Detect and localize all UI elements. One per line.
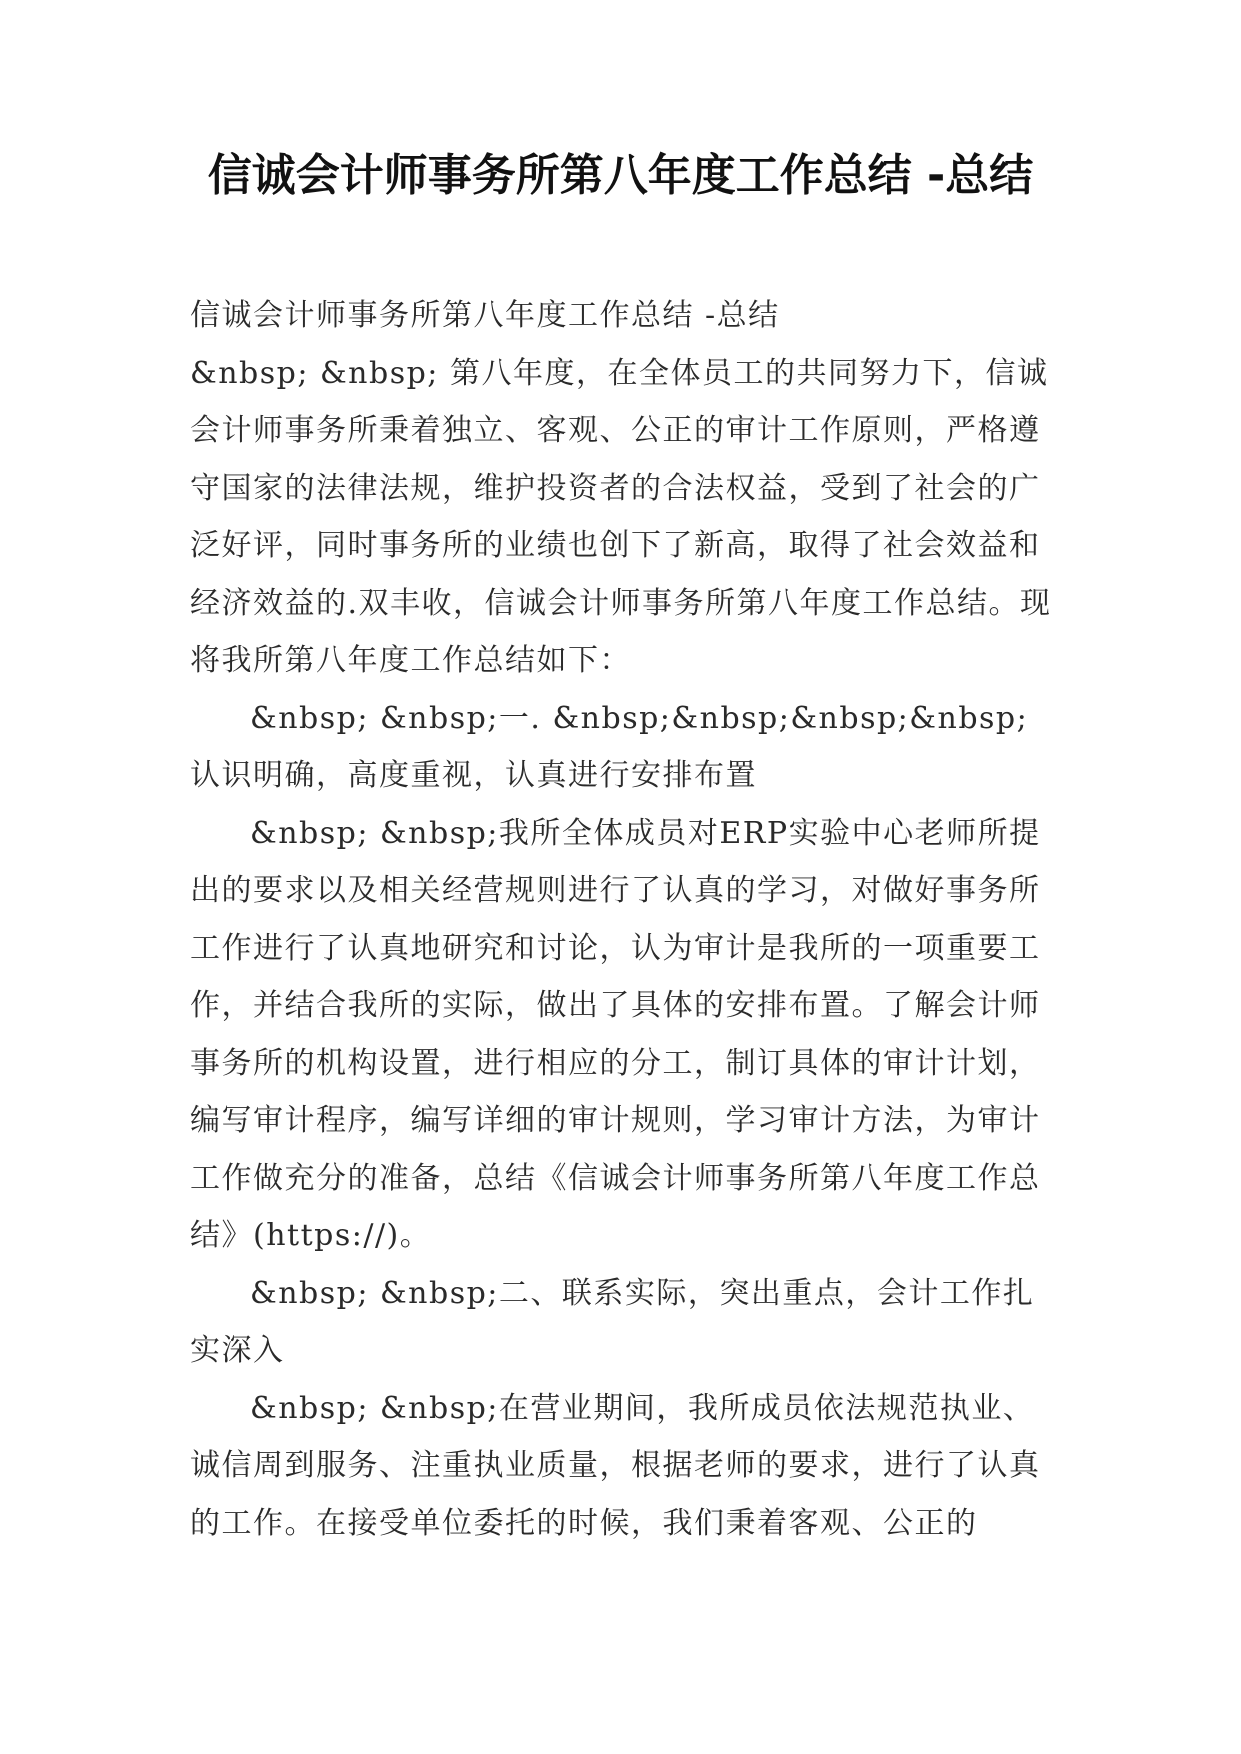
section-1-paragraph: &nbsp; &nbsp;我所全体成员对ERP实验中心老师所提出的要求以及相关经营规则进行了认真的学习，对做好事务所工作进行了认真地研究和讨论，认为审计是我所的一项重要工作，并结合我所的实际，做出了具体的安排布置。了解会计师事务所的机构设置，进行相应的分工，制订具体的审计计划，编写审计程序，编写详细的审计规则，学习审计方法，为审计工作做充分的准备，总结《信诚会计师事务所第八年度工作总结》(https://)。 [190, 815, 1041, 1253]
section-1-heading: &nbsp; &nbsp;一. &nbsp;&nbsp;&nbsp;&nbsp; 认识明确，高度重视，认真进行安排布置 [190, 700, 1029, 793]
section-2-heading: &nbsp; &nbsp;二、联系实际，突出重点，会计工作扎实深入 [190, 1275, 1035, 1368]
intro-paragraph: &nbsp; &nbsp; 第八年度，在全体员工的共同努力下，信诚会计师事务所秉着独立、客观、公正的审计工作原则，严格遵守国家的法律法规，维护投资者的合法权益，受到了社会的广泛好评，同时事务所的业绩也创下了新高，取得了社会效益和经济效益的.双丰收，信诚会计师事务所第八年度工作总结。现将我所第八年度工作总结如下： [190, 355, 1052, 678]
section-2-paragraph: &nbsp; &nbsp;在营业期间，我所成员依法规范执业、诚信周到服务、注重执业质量，根据老师的要求，进行了认真的工作。在接受单位委托的时候，我们秉着客观、公正的 [190, 1390, 1041, 1541]
subtitle-paragraph: 信诚会计师事务所第八年度工作总结 -总结 [190, 298, 780, 333]
document-title: 信诚会计师事务所第八年度工作总结 -总结 [207, 150, 1034, 201]
document-body [190, 287, 1052, 1552]
